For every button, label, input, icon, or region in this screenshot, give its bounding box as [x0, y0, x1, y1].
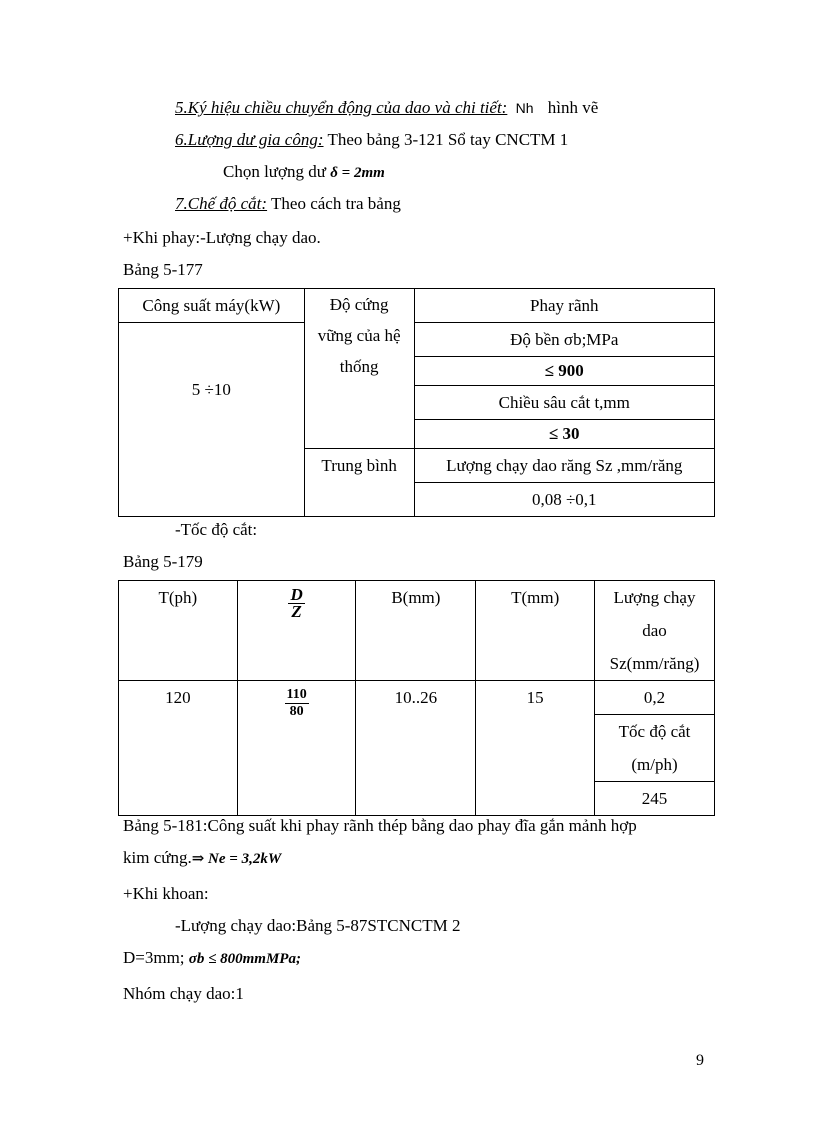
table-181-text: kim cứng. — [123, 848, 192, 867]
value-b: 10..26 — [356, 681, 476, 816]
header-feed-line1: Lượng chạy — [613, 588, 696, 607]
section-5-line — [175, 98, 598, 118]
feed-label: Lượng chạy dao răng Sz ,mm/răng — [414, 449, 714, 483]
header-groove: Phay rãnh — [414, 289, 714, 323]
section-6-label: 6.Lượng dư gia công: — [175, 130, 324, 149]
power-value-cell — [119, 323, 305, 517]
table-181-line1: Bảng 5-181:Công suất khi phay rãnh thép bằng dao phay đĩa gắn mảnh hợp — [123, 816, 637, 835]
header-b: B(mm) — [356, 581, 476, 681]
drilling-feed: -Lượng chạy dao:Bảng 5-87STCNCTM 2 — [175, 916, 461, 935]
value-t: 120 — [119, 681, 238, 816]
header-t: T(ph) — [119, 581, 238, 681]
strength-formula: σb ≤ 800mmMPa; — [188, 951, 301, 967]
value-d: 110 — [286, 687, 307, 702]
z-symbol: Z — [291, 602, 302, 621]
allowance-line — [223, 162, 385, 183]
header-rigidity-line2: vững của hệ — [317, 326, 401, 345]
d-symbol: D — [290, 585, 303, 604]
diameter-line — [123, 948, 301, 969]
header-feed — [595, 581, 715, 681]
page-number: 9 — [696, 1052, 704, 1069]
section-5-text: hình vẽ — [547, 98, 599, 117]
header-feed-line2: dao — [642, 621, 667, 640]
nh-symbol: Nh — [515, 100, 534, 116]
rigidity-value: Trung bình — [304, 449, 414, 517]
speed-label-line1: Tốc độ cắt — [618, 722, 691, 741]
header-rigidity-line3: thống — [339, 357, 379, 376]
header-power: Công suất máy(kW) — [119, 289, 305, 323]
strength-value: ≤ 900 — [414, 357, 714, 386]
speed-label-line2: (m/ph) — [631, 755, 678, 774]
diameter-text: D=3mm; — [123, 948, 185, 967]
d-over-z-fraction — [288, 587, 304, 620]
power-value: 5 ÷10 — [191, 380, 231, 399]
allowance-text: Chọn lượng dư — [223, 162, 326, 181]
value-tmm: 15 — [476, 681, 595, 816]
section-7-text: Theo cách tra bảng — [271, 194, 401, 213]
section-7-label: 7.Chế độ cắt: — [175, 194, 268, 213]
table-179-caption: Bảng 5-179 — [123, 552, 203, 571]
drilling-heading: +Khi khoan: — [123, 884, 209, 903]
header-d-over-z — [237, 581, 356, 681]
table-177-caption: Bảng 5-177 — [123, 260, 203, 279]
milling-heading: +Khi phay:-Lượng chạy dao. — [123, 228, 321, 247]
power-formula: ⇒ Ne = 3,2kW — [191, 851, 282, 867]
value-d-over-z — [237, 681, 356, 816]
section-6-text: Theo bảng 3-121 Sổ tay CNCTM 1 — [327, 130, 569, 149]
section-7-line — [175, 194, 401, 214]
feed-group: Nhóm chạy dao:1 — [123, 984, 244, 1003]
value-fraction — [285, 687, 309, 720]
cutting-speed-heading: -Tốc độ cắt: — [175, 520, 258, 539]
section-5-label: 5.Ký hiệu chiều chuyển động của dao và chi tiết: — [175, 98, 508, 117]
depth-value: ≤ 30 — [414, 420, 714, 449]
header-rigidity — [304, 289, 414, 449]
section-6-line — [175, 130, 568, 150]
strength-label-text: Độ bền σb;MPa — [510, 330, 619, 349]
header-rigidity-line1: Độ cứng — [329, 295, 389, 314]
header-feed-line3: Sz(mm/răng) — [609, 654, 700, 673]
strength-label — [414, 323, 714, 357]
speed-value: 245 — [595, 782, 715, 816]
table-5-177 — [118, 288, 715, 517]
table-5-179 — [118, 580, 715, 816]
feed-value: 0,08 ÷0,1 — [414, 483, 714, 517]
allowance-formula: δ = 2mm — [330, 165, 385, 181]
value-z: 80 — [289, 704, 304, 719]
table-181-line2 — [123, 848, 281, 869]
value-feed: 0,2 — [595, 681, 715, 715]
depth-label: Chiều sâu cắt t,mm — [414, 386, 714, 420]
header-tmm: T(mm) — [476, 581, 595, 681]
speed-label — [595, 715, 715, 782]
